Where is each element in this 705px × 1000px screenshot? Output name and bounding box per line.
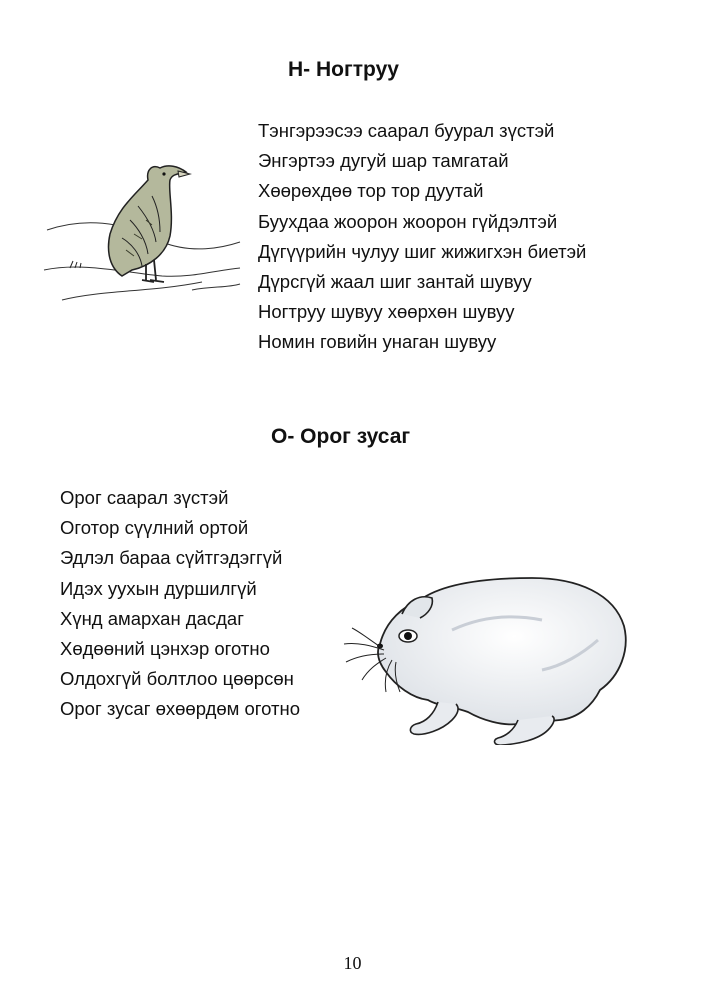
poem-line: Орог саарал зүстэй [60,487,229,508]
poem-line: Номин говийн унаган шувуу [258,331,497,353]
poem-line: Хүнд амархан дасдаг [60,607,244,629]
poem-line: Орог зусаг өхөөрдөм оготно [60,698,301,720]
poem-line: Буухдаа жоорон жоорон гүйдэлтэй [258,210,558,232]
poem-line: Эдлэл бараа сүйтгэдэггүй [60,547,283,569]
poem-line: Энгэртээ дугуй шар тамгатай [258,150,509,172]
poem-line: Олдохгүй болтлоо цөөрсөн [60,668,294,690]
poem-line: Идэх уухын дуршилгүй [60,577,257,599]
poem-orog-zusag [60,483,300,725]
section-title-nogtruu: Н- Ногтруу [288,58,399,81]
poem-line: Оготор сүүлний ортой [60,517,249,539]
pika-illustration [342,570,632,745]
poem-line: Дүгүүрийн чулуу шиг жижигхэн биетэй [258,240,587,262]
poem-line: Тэнгэрээсээ саарал буурал зүстэй [258,120,555,141]
poem-line: Хөдөөний цэнхэр оготно [60,637,270,659]
poem-line: Хөөрөхдөө тор тор дуутай [258,180,484,202]
section-title-orog-zusag: О- Орог зусаг [271,425,411,448]
poem-line: Ногтруу шувуу хөөрхөн шувуу [258,301,515,323]
poem-line: Дүрсгүй жаал шиг зантай шувуу [258,270,532,292]
bird-illustration [42,150,242,330]
poem-nogtruu [258,116,586,358]
page-number: 10 [343,953,362,973]
